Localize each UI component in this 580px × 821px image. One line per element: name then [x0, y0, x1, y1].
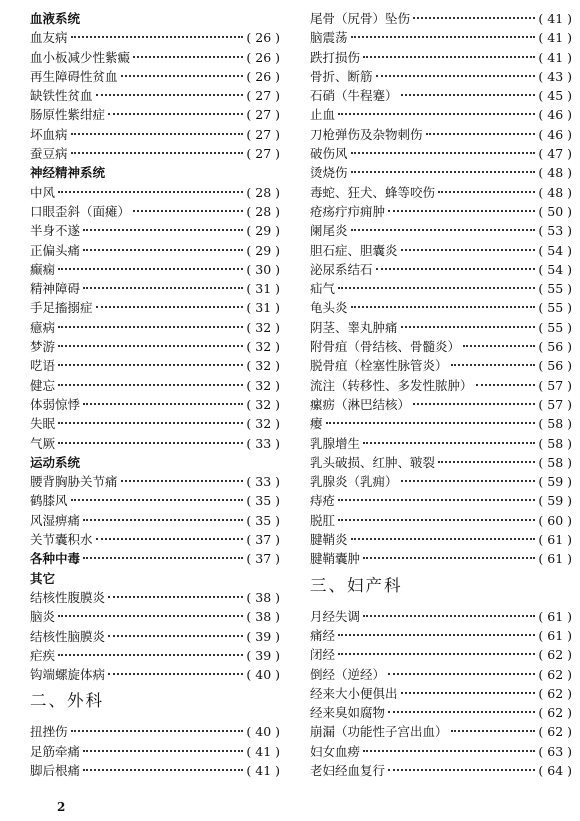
dot-leader — [438, 191, 535, 193]
dot-leader — [58, 384, 243, 386]
dot-leader — [58, 326, 243, 328]
toc-entry — [310, 318, 572, 337]
entry-page-number: ( 58 ) — [538, 416, 572, 432]
entry-title: 经来大小便俱出 — [310, 685, 398, 701]
entry-title: 闭经 — [310, 647, 336, 663]
right-column — [310, 9, 572, 780]
entry-title: 脱骨疽（栓塞性脉管炎） — [310, 358, 448, 374]
entry-page-number: ( 55 ) — [538, 300, 572, 316]
entry-title: 血小板减少性紫癜 — [30, 49, 131, 65]
dot-leader — [108, 113, 243, 115]
entry-page-number: ( 53 ) — [538, 223, 572, 239]
dot-leader — [83, 557, 243, 559]
toc-entry — [30, 665, 280, 684]
dot-leader — [426, 133, 536, 135]
dot-leader — [376, 268, 536, 270]
entry-page-number: ( 30 ) — [246, 261, 280, 277]
entry-page-number: ( 32 ) — [246, 377, 280, 393]
dot-leader — [351, 229, 536, 231]
toc-entry — [30, 549, 280, 568]
entry-title: 乳腺炎（乳痈） — [310, 474, 398, 490]
dot-leader — [413, 403, 535, 405]
toc-entry — [310, 376, 572, 395]
entry-page-number: ( 61 ) — [538, 551, 572, 567]
toc-entry — [310, 183, 572, 202]
toc-entry — [30, 761, 280, 780]
entry-page-number: ( 35 ) — [246, 512, 280, 528]
dot-leader — [351, 171, 536, 173]
dot-leader — [338, 519, 535, 521]
dot-leader — [388, 210, 535, 212]
entry-page-number: ( 43 ) — [538, 68, 572, 84]
entry-title: 结核性腹膜炎 — [30, 589, 106, 605]
category-heading: 血液系统 — [30, 11, 81, 26]
entry-title: 缺铁性贫血 — [30, 88, 93, 104]
entry-page-number: ( 58 ) — [538, 454, 572, 470]
entry-title: 胆石症、胆囊炎 — [310, 242, 398, 258]
entry-page-number: ( 28 ) — [246, 184, 280, 200]
dot-leader — [401, 480, 536, 482]
dot-leader — [83, 403, 243, 405]
dot-leader — [83, 229, 243, 231]
dot-leader — [476, 384, 536, 386]
entry-title: 血友病 — [30, 30, 68, 46]
toc-entry — [30, 376, 280, 395]
entry-page-number: ( 55 ) — [538, 319, 572, 335]
toc-entry — [310, 453, 572, 472]
entry-page-number: ( 55 ) — [538, 281, 572, 297]
dot-leader — [83, 519, 243, 521]
toc-entry — [310, 144, 572, 163]
toc-entry — [30, 183, 280, 202]
dot-leader — [326, 422, 536, 424]
entry-title: 妇女血痨 — [310, 743, 361, 759]
entry-title: 癔病 — [30, 319, 56, 335]
entry-title: 体弱惊悸 — [30, 396, 81, 412]
toc-entry — [30, 722, 280, 741]
entry-title: 流注（转移性、多发性脓肿） — [310, 377, 473, 393]
entry-title: 跌打损伤 — [310, 49, 361, 65]
entry-title: 结核性脑膜炎 — [30, 628, 106, 644]
toc-entry — [30, 260, 280, 279]
entry-page-number: ( 48 ) — [538, 184, 572, 200]
toc-entry — [30, 607, 280, 626]
entry-page-number: ( 41 ) — [538, 49, 572, 65]
toc-entry — [310, 279, 572, 298]
dot-leader — [96, 538, 244, 540]
toc-entry — [310, 703, 572, 722]
dot-leader — [351, 306, 536, 308]
toc-entry — [310, 472, 572, 491]
dot-leader — [363, 557, 535, 559]
dot-leader — [363, 56, 535, 58]
entry-title: 健忘 — [30, 377, 56, 393]
toc-entry — [30, 144, 280, 163]
entry-page-number: ( 26 ) — [246, 68, 280, 84]
entry-page-number: ( 38 ) — [246, 609, 280, 625]
toc-entry — [30, 356, 280, 375]
toc-entry — [310, 241, 572, 260]
entry-title: 再生障碍性贫血 — [30, 68, 118, 84]
dot-leader — [108, 673, 243, 675]
category-heading: 其它 — [30, 570, 56, 586]
entry-title: 呓语 — [30, 358, 56, 374]
left-column — [30, 9, 280, 780]
entry-title: 乳腺增生 — [310, 435, 361, 451]
entry-title: 疝气 — [310, 281, 336, 297]
toc-entry — [310, 511, 572, 530]
entry-page-number: ( 62 ) — [538, 647, 572, 663]
entry-title: 疮疡疔疖痈肿 — [310, 203, 386, 219]
toc-entry — [310, 722, 572, 741]
dot-leader — [338, 499, 535, 501]
dot-leader — [351, 152, 536, 154]
entry-page-number: ( 63 ) — [538, 743, 572, 759]
entry-title: 崩漏（功能性子宫出血） — [310, 724, 448, 740]
toc-entry — [310, 607, 572, 626]
toc-entry — [310, 684, 572, 703]
entry-page-number: ( 59 ) — [538, 474, 572, 490]
entry-title: 尾骨（尻骨）坠伤 — [310, 11, 411, 26]
dot-leader — [71, 499, 244, 501]
entry-title: 瘿 — [310, 416, 323, 432]
toc-entry — [30, 627, 280, 646]
entry-title: 癫痫 — [30, 261, 56, 277]
entry-page-number: ( 39 ) — [246, 647, 280, 663]
entry-title: 气厥 — [30, 435, 56, 451]
entry-title: 痛经 — [310, 627, 336, 643]
dot-leader — [83, 249, 243, 251]
entry-page-number: ( 62 ) — [538, 705, 572, 721]
dot-leader — [58, 422, 243, 424]
dot-leader — [351, 36, 536, 38]
entry-title: 关节囊积水 — [30, 532, 93, 548]
dot-leader — [121, 480, 244, 482]
dot-leader — [96, 306, 244, 308]
entry-title: 破伤风 — [310, 146, 348, 162]
toc-entry — [310, 67, 572, 86]
dot-leader — [71, 133, 244, 135]
entry-title: 附骨疽（骨结核、骨髓炎） — [310, 339, 461, 355]
entry-page-number: ( 27 ) — [246, 107, 280, 123]
toc-entry — [310, 48, 572, 67]
entry-page-number: ( 37 ) — [246, 532, 280, 548]
entry-page-number: ( 28 ) — [246, 203, 280, 219]
entry-page-number: ( 46 ) — [538, 126, 572, 142]
entry-title: 鹤膝风 — [30, 493, 68, 509]
entry-page-number: ( 58 ) — [538, 435, 572, 451]
dot-leader — [58, 345, 243, 347]
toc-entry — [310, 414, 572, 433]
toc-entry — [30, 298, 280, 317]
dot-leader — [83, 769, 243, 771]
dot-leader — [413, 17, 535, 19]
entry-page-number: ( 32 ) — [246, 339, 280, 355]
entry-title: 钩端螺旋体病 — [30, 667, 106, 683]
entry-title: 中风 — [30, 184, 56, 200]
entry-page-number: ( 64 ) — [538, 762, 572, 778]
toc-entry — [30, 48, 280, 67]
dot-leader — [133, 56, 243, 58]
entry-page-number: ( 31 ) — [246, 281, 280, 297]
toc-entry — [30, 105, 280, 124]
dot-leader — [401, 249, 536, 251]
dot-leader — [388, 769, 535, 771]
dot-leader — [401, 326, 536, 328]
entry-title: 梦游 — [30, 339, 56, 355]
entry-page-number: ( 33 ) — [246, 435, 280, 451]
toc-entry — [30, 337, 280, 356]
entry-title: 经来臭如腐物 — [310, 705, 386, 721]
toc-entry — [310, 163, 572, 182]
entry-page-number: ( 54 ) — [538, 242, 572, 258]
dot-leader — [133, 210, 243, 212]
section-heading: 三、妇产科 — [310, 575, 403, 595]
toc-entry — [30, 414, 280, 433]
entry-title: 风湿痹痛 — [30, 512, 81, 528]
entry-page-number: ( 56 ) — [538, 339, 572, 355]
toc-entry — [310, 221, 572, 240]
entry-title: 脑炎 — [30, 609, 56, 625]
entry-page-number: ( 48 ) — [538, 165, 572, 181]
dot-leader — [338, 113, 535, 115]
toc-entry — [30, 530, 280, 549]
entry-page-number: ( 62 ) — [538, 666, 572, 682]
entry-page-number: ( 31 ) — [246, 300, 280, 316]
entry-title: 龟头炎 — [310, 300, 348, 316]
toc-entry — [30, 318, 280, 337]
entry-title: 瘰疬（淋巴结核） — [310, 396, 411, 412]
dot-leader — [338, 634, 535, 636]
page-number: 2 — [57, 800, 66, 814]
category-heading: 运动系统 — [30, 454, 81, 470]
dot-leader — [363, 442, 535, 444]
entry-title: 月经失调 — [310, 608, 361, 624]
dot-leader — [71, 730, 244, 732]
toc-entry — [30, 67, 280, 86]
entry-title: 刀枪弹伤及杂物刺伤 — [310, 126, 423, 142]
entry-title: 脚后根痛 — [30, 762, 81, 778]
entry-title: 腱鞘囊肿 — [310, 551, 361, 567]
dot-leader — [71, 36, 244, 38]
dot-leader — [451, 364, 536, 366]
entry-page-number: ( 59 ) — [538, 493, 572, 509]
dot-leader — [338, 653, 535, 655]
entry-title: 阴茎、睾丸肿痛 — [310, 319, 398, 335]
entry-title: 毒蛇、狂犬、蜂等咬伤 — [310, 184, 436, 200]
dot-leader — [121, 75, 244, 77]
dot-leader — [363, 750, 535, 752]
entry-title: 倒经（逆经） — [310, 666, 386, 682]
entry-page-number: ( 61 ) — [538, 532, 572, 548]
toc-entry — [310, 665, 572, 684]
entry-page-number: ( 29 ) — [246, 242, 280, 258]
dot-leader — [108, 635, 243, 637]
entry-page-number: ( 40 ) — [246, 724, 280, 740]
dot-leader — [376, 75, 536, 77]
entry-title: 坏血病 — [30, 126, 68, 142]
entry-page-number: ( 57 ) — [538, 377, 572, 393]
entry-title: 手足搐搦症 — [30, 300, 93, 316]
toc-entry — [310, 434, 572, 453]
entry-title: 止血 — [310, 107, 336, 123]
entry-page-number: ( 47 ) — [538, 146, 572, 162]
toc-entry — [30, 279, 280, 298]
toc-entry — [310, 298, 572, 317]
toc-entry — [30, 221, 280, 240]
toc-entry — [310, 549, 572, 568]
entry-page-number: ( 60 ) — [538, 512, 572, 528]
entry-page-number: ( 61 ) — [538, 627, 572, 643]
dot-leader — [438, 461, 535, 463]
entry-page-number: ( 35 ) — [246, 493, 280, 509]
entry-title: 半身不遂 — [30, 223, 81, 239]
toc-entry — [310, 125, 572, 144]
entry-title: 痔疮 — [310, 493, 336, 509]
dot-leader — [108, 596, 243, 598]
entry-page-number: ( 32 ) — [246, 319, 280, 335]
toc-entry — [30, 742, 280, 761]
entry-title: 各种中毒 — [30, 551, 81, 567]
entry-page-number: ( 57 ) — [538, 396, 572, 412]
dot-leader — [351, 538, 536, 540]
toc-entry — [30, 472, 280, 491]
dot-leader — [388, 673, 535, 675]
entry-title: 泌尿系结石 — [310, 261, 373, 277]
dot-leader — [451, 730, 536, 732]
toc-entry — [310, 337, 572, 356]
dot-leader — [58, 654, 243, 656]
toc-entry — [310, 395, 572, 414]
entry-page-number: ( 41 ) — [246, 762, 280, 778]
toc-entry — [30, 588, 280, 607]
dot-leader — [58, 191, 243, 193]
entry-page-number: ( 37 ) — [246, 551, 280, 567]
dot-leader — [58, 615, 243, 617]
entry-title: 蚕豆病 — [30, 146, 68, 162]
entry-title: 腰背胸胁关节痛 — [30, 474, 118, 490]
toc-entry — [310, 9, 572, 28]
entry-title: 疟疾 — [30, 647, 56, 663]
entry-page-number: ( 32 ) — [246, 358, 280, 374]
toc-entry — [310, 626, 572, 645]
toc-entry — [30, 28, 280, 47]
dot-leader — [401, 692, 536, 694]
entry-title: 肠原性紫绀症 — [30, 107, 106, 123]
entry-page-number: ( 27 ) — [246, 126, 280, 142]
entry-page-number: ( 32 ) — [246, 416, 280, 432]
entry-page-number: ( 27 ) — [246, 88, 280, 104]
dot-leader — [83, 287, 243, 289]
entry-title: 烫烧伤 — [310, 165, 348, 181]
toc-entry — [310, 491, 572, 510]
dot-leader — [388, 711, 535, 713]
entry-page-number: ( 61 ) — [538, 608, 572, 624]
toc-entry — [30, 86, 280, 105]
toc-entry — [30, 491, 280, 510]
toc-entry — [310, 202, 572, 221]
dot-leader — [401, 94, 536, 96]
toc-entry — [30, 395, 280, 414]
entry-title: 脑震荡 — [310, 30, 348, 46]
dot-leader — [463, 345, 535, 347]
entry-page-number: ( 41 ) — [246, 743, 280, 759]
entry-title: 口眼歪斜（面瘫） — [30, 203, 131, 219]
toc-entry — [310, 260, 572, 279]
toc-entry — [310, 28, 572, 47]
toc-entry — [310, 86, 572, 105]
toc-entry — [310, 356, 572, 375]
toc-entry — [30, 241, 280, 260]
toc-entry — [310, 742, 572, 761]
dot-leader — [363, 615, 535, 617]
dot-leader — [58, 364, 243, 366]
entry-page-number: ( 62 ) — [538, 685, 572, 701]
toc-entry — [310, 530, 572, 549]
dot-leader — [338, 287, 535, 289]
entry-page-number: ( 45 ) — [538, 88, 572, 104]
section-heading: 二、外科 — [30, 691, 104, 711]
toc-entry — [310, 645, 572, 664]
toc-entry — [310, 761, 572, 780]
entry-page-number: ( 41 ) — [538, 30, 572, 46]
entry-page-number: ( 27 ) — [246, 146, 280, 162]
toc-entry — [30, 202, 280, 221]
entry-title: 骨折、断筋 — [310, 68, 373, 84]
entry-title: 石硝（牛程蹇） — [310, 88, 398, 104]
entry-title: 阑尾炎 — [310, 223, 348, 239]
entry-title: 足筋牵痛 — [30, 743, 81, 759]
entry-title: 乳头破损、红肿、皲裂 — [310, 454, 436, 470]
entry-page-number: ( 54 ) — [538, 261, 572, 277]
entry-page-number: ( 56 ) — [538, 358, 572, 374]
entry-title: 正偏头痛 — [30, 242, 81, 258]
entry-page-number: ( 29 ) — [246, 223, 280, 239]
entry-title: 精神障碍 — [30, 281, 81, 297]
toc-entry — [310, 105, 572, 124]
dot-leader — [58, 268, 243, 270]
toc-entry — [30, 434, 280, 453]
entry-page-number: ( 26 ) — [246, 30, 280, 46]
dot-leader — [71, 152, 244, 154]
dot-leader — [96, 94, 244, 96]
entry-page-number: ( 26 ) — [246, 49, 280, 65]
entry-page-number: ( 32 ) — [246, 396, 280, 412]
entry-page-number: ( 46 ) — [538, 107, 572, 123]
entry-title: 腱鞘炎 — [310, 532, 348, 548]
entry-page-number: ( 62 ) — [538, 724, 572, 740]
entry-page-number: ( 38 ) — [246, 589, 280, 605]
toc-entry — [30, 125, 280, 144]
entry-page-number: ( 41 ) — [538, 11, 572, 26]
entry-page-number: ( 50 ) — [538, 203, 572, 219]
dot-leader — [58, 442, 243, 444]
category-heading: 神经精神系统 — [30, 165, 106, 181]
entry-page-number: ( 39 ) — [246, 628, 280, 644]
entry-page-number: ( 40 ) — [246, 667, 280, 683]
entry-page-number: ( 33 ) — [246, 474, 280, 490]
toc-entry — [30, 646, 280, 665]
toc-entry — [30, 511, 280, 530]
entry-title: 脱肛 — [310, 512, 336, 528]
entry-title: 老妇经血复行 — [310, 762, 386, 778]
entry-title: 扭挫伤 — [30, 724, 68, 740]
entry-title: 失眠 — [30, 416, 56, 432]
dot-leader — [83, 750, 243, 752]
